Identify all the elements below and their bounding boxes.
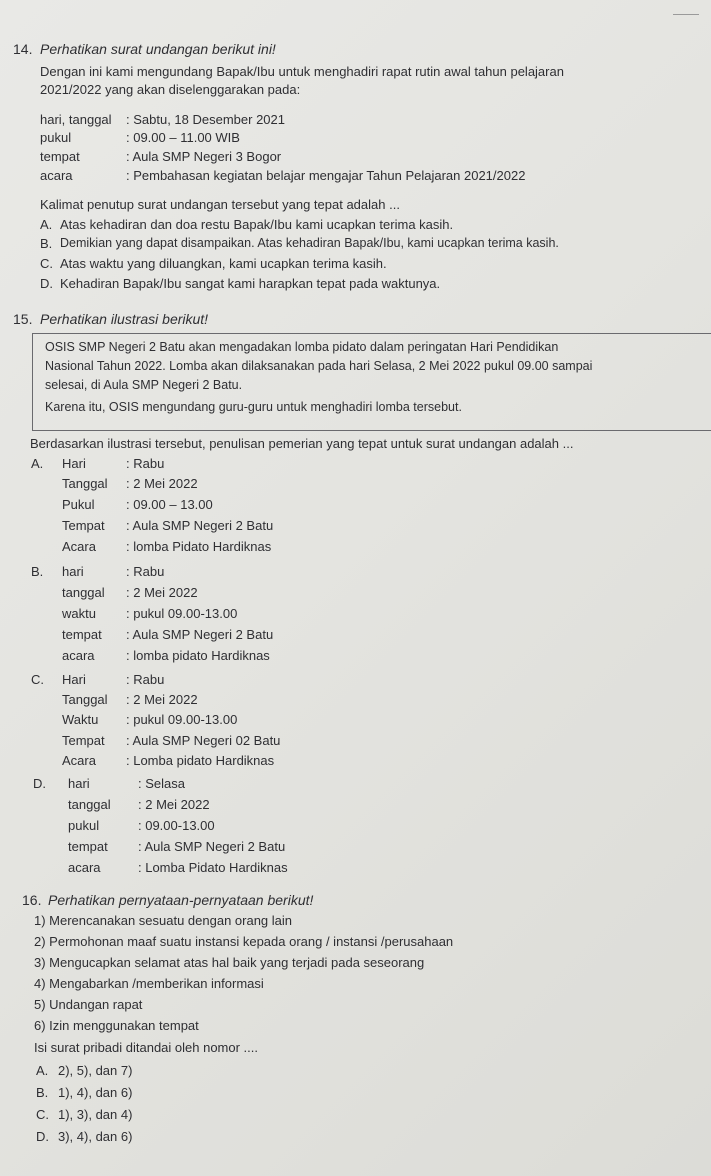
detail-label: pukul — [40, 130, 72, 145]
option-letter[interactable]: A. — [40, 217, 53, 232]
row-value: : 2 Mei 2022 — [126, 585, 198, 600]
row-value: : Selasa — [138, 776, 185, 791]
option-text[interactable]: Atas waktu yang diluangkan, kami ucapkan terima kasih. — [60, 256, 387, 271]
question-prompt: Kalimat penutup surat undangan tersebut yang tepat adalah ... — [40, 197, 400, 212]
intro-line-1: Dengan ini kami mengundang Bapak/Ibu untuk menghadiri rapat rutin awal tahun pelajaran — [40, 64, 564, 79]
question-prompt: Berdasarkan ilustrasi tersebut, penulisan pemerian yang tepat untuk surat undangan adalah ... — [30, 436, 574, 451]
detail-value: : Aula SMP Negeri 3 Bogor — [126, 149, 282, 164]
row-label: Pukul — [62, 497, 95, 512]
option-letter[interactable]: C. — [36, 1107, 49, 1122]
row-label: waktu — [62, 606, 96, 621]
question-title: Perhatikan pernyataan-pernyataan berikut! — [48, 892, 314, 908]
row-value: : Aula SMP Negeri 02 Batu — [126, 733, 281, 748]
row-label: acara — [62, 648, 95, 663]
intro-line-2: 2021/2022 yang akan diselenggarakan pada: — [40, 82, 301, 97]
illustration-line: Karena itu, OSIS mengundang guru-guru untuk menghadiri lomba tersebut. — [45, 400, 462, 414]
row-value: : lomba pidato Hardiknas — [126, 648, 270, 663]
option-letter[interactable]: B. — [36, 1085, 49, 1100]
row-label: Tanggal — [62, 476, 108, 491]
row-label: Hari — [62, 456, 86, 471]
row-value: : lomba Pidato Hardiknas — [126, 539, 272, 554]
question-number: 14. — [13, 41, 33, 57]
row-label: tanggal — [68, 797, 111, 812]
detail-value: : 09.00 – 11.00 WIB — [126, 130, 240, 145]
statement: 4) Mengabarkan /memberikan informasi — [34, 976, 264, 991]
illustration-line: OSIS SMP Negeri 2 Batu akan mengadakan lomba pidato dalam peringatan Hari Pendidikan — [45, 340, 559, 354]
question-title: Perhatikan ilustrasi berikut! — [40, 311, 209, 327]
option-text[interactable]: Kehadiran Bapak/Ibu sangat kami harapkan tepat pada waktunya. — [60, 276, 441, 291]
option-text[interactable]: 1), 4), dan 6) — [58, 1085, 133, 1100]
option-letter[interactable]: C. — [40, 256, 53, 271]
question-title: Perhatikan surat undangan berikut ini! — [40, 41, 276, 57]
option-letter[interactable]: B. — [31, 564, 44, 579]
option-letter[interactable]: D. — [36, 1129, 49, 1144]
corner-mark — [673, 14, 699, 15]
row-value: : 09.00 – 13.00 — [126, 497, 213, 512]
row-label: Tanggal — [62, 692, 108, 707]
question-prompt: Isi surat pribadi ditandai oleh nomor .... — [34, 1040, 259, 1055]
statement: 1) Merencanakan sesuatu dengan orang lain — [34, 913, 293, 928]
illustration-box — [32, 333, 711, 431]
row-value: : pukul 09.00-13.00 — [126, 712, 238, 727]
question-number: 15. — [13, 311, 33, 327]
statement: 6) Izin menggunakan tempat — [34, 1018, 199, 1033]
row-label: Acara — [62, 753, 96, 768]
row-label: Waktu — [62, 712, 99, 727]
row-value: : Rabu — [126, 456, 165, 471]
option-text[interactable]: Atas kehadiran dan doa restu Bapak/Ibu kami ucapkan terima kasih. — [60, 217, 454, 232]
row-label: Acara — [62, 539, 96, 554]
statement: 3) Mengucapkan selamat atas hal baik yang terjadi pada seseorang — [34, 955, 425, 970]
option-letter[interactable]: C. — [31, 672, 44, 687]
option-text[interactable]: 3), 4), dan 6) — [58, 1129, 133, 1144]
detail-label: tempat — [40, 149, 80, 164]
row-value: : 09.00-13.00 — [138, 818, 215, 833]
row-label: Hari — [62, 672, 86, 687]
row-value: : Aula SMP Negeri 2 Batu — [138, 839, 286, 854]
option-letter[interactable]: A. — [36, 1063, 49, 1078]
option-text[interactable]: Demikian yang dapat disampaikan. Atas kehadiran Bapak/Ibu, kami ucapkan terima kasih. — [60, 236, 559, 250]
question-number: 16. — [22, 892, 42, 908]
row-value: : pukul 09.00-13.00 — [126, 606, 238, 621]
detail-label: acara — [40, 168, 73, 183]
detail-value: : Sabtu, 18 Desember 2021 — [126, 112, 285, 127]
row-label: pukul — [68, 818, 100, 833]
row-label: hari — [62, 564, 84, 579]
row-label: tanggal — [62, 585, 105, 600]
option-letter[interactable]: D. — [40, 276, 53, 291]
detail-label: hari, tanggal — [40, 112, 112, 127]
option-text[interactable]: 1), 3), dan 4) — [58, 1107, 133, 1122]
statement: 2) Permohonan maaf suatu instansi kepada orang / instansi /perusahaan — [34, 934, 454, 949]
detail-value: : Pembahasan kegiatan belajar mengajar Tahun Pelajaran 2021/2022 — [126, 168, 526, 183]
row-value: : 2 Mei 2022 — [138, 797, 210, 812]
row-label: tempat — [62, 627, 102, 642]
option-letter[interactable]: B. — [40, 236, 53, 251]
row-label: tempat — [68, 839, 108, 854]
row-value: : Lomba pidato Hardiknas — [126, 753, 275, 768]
statement: 5) Undangan rapat — [34, 997, 143, 1012]
row-label: Tempat — [62, 518, 105, 533]
row-value: : Rabu — [126, 672, 165, 687]
row-value: : Aula SMP Negeri 2 Batu — [126, 627, 274, 642]
row-value: : Rabu — [126, 564, 165, 579]
option-text[interactable]: 2), 5), dan 7) — [58, 1063, 133, 1078]
row-label: Tempat — [62, 733, 105, 748]
row-value: : 2 Mei 2022 — [126, 692, 198, 707]
row-label: acara — [68, 860, 101, 875]
row-value: : Aula SMP Negeri 2 Batu — [126, 518, 274, 533]
row-value: : 2 Mei 2022 — [126, 476, 198, 491]
row-label: hari — [68, 776, 90, 791]
illustration-line: selesai, di Aula SMP Negeri 2 Batu. — [45, 378, 243, 392]
row-value: : Lomba Pidato Hardiknas — [138, 860, 288, 875]
illustration-line: Nasional Tahun 2022. Lomba akan dilaksanakan pada hari Selasa, 2 Mei 2022 pukul 09.00 sampai — [45, 359, 593, 373]
option-letter[interactable]: A. — [31, 456, 44, 471]
option-letter[interactable]: D. — [33, 776, 46, 791]
